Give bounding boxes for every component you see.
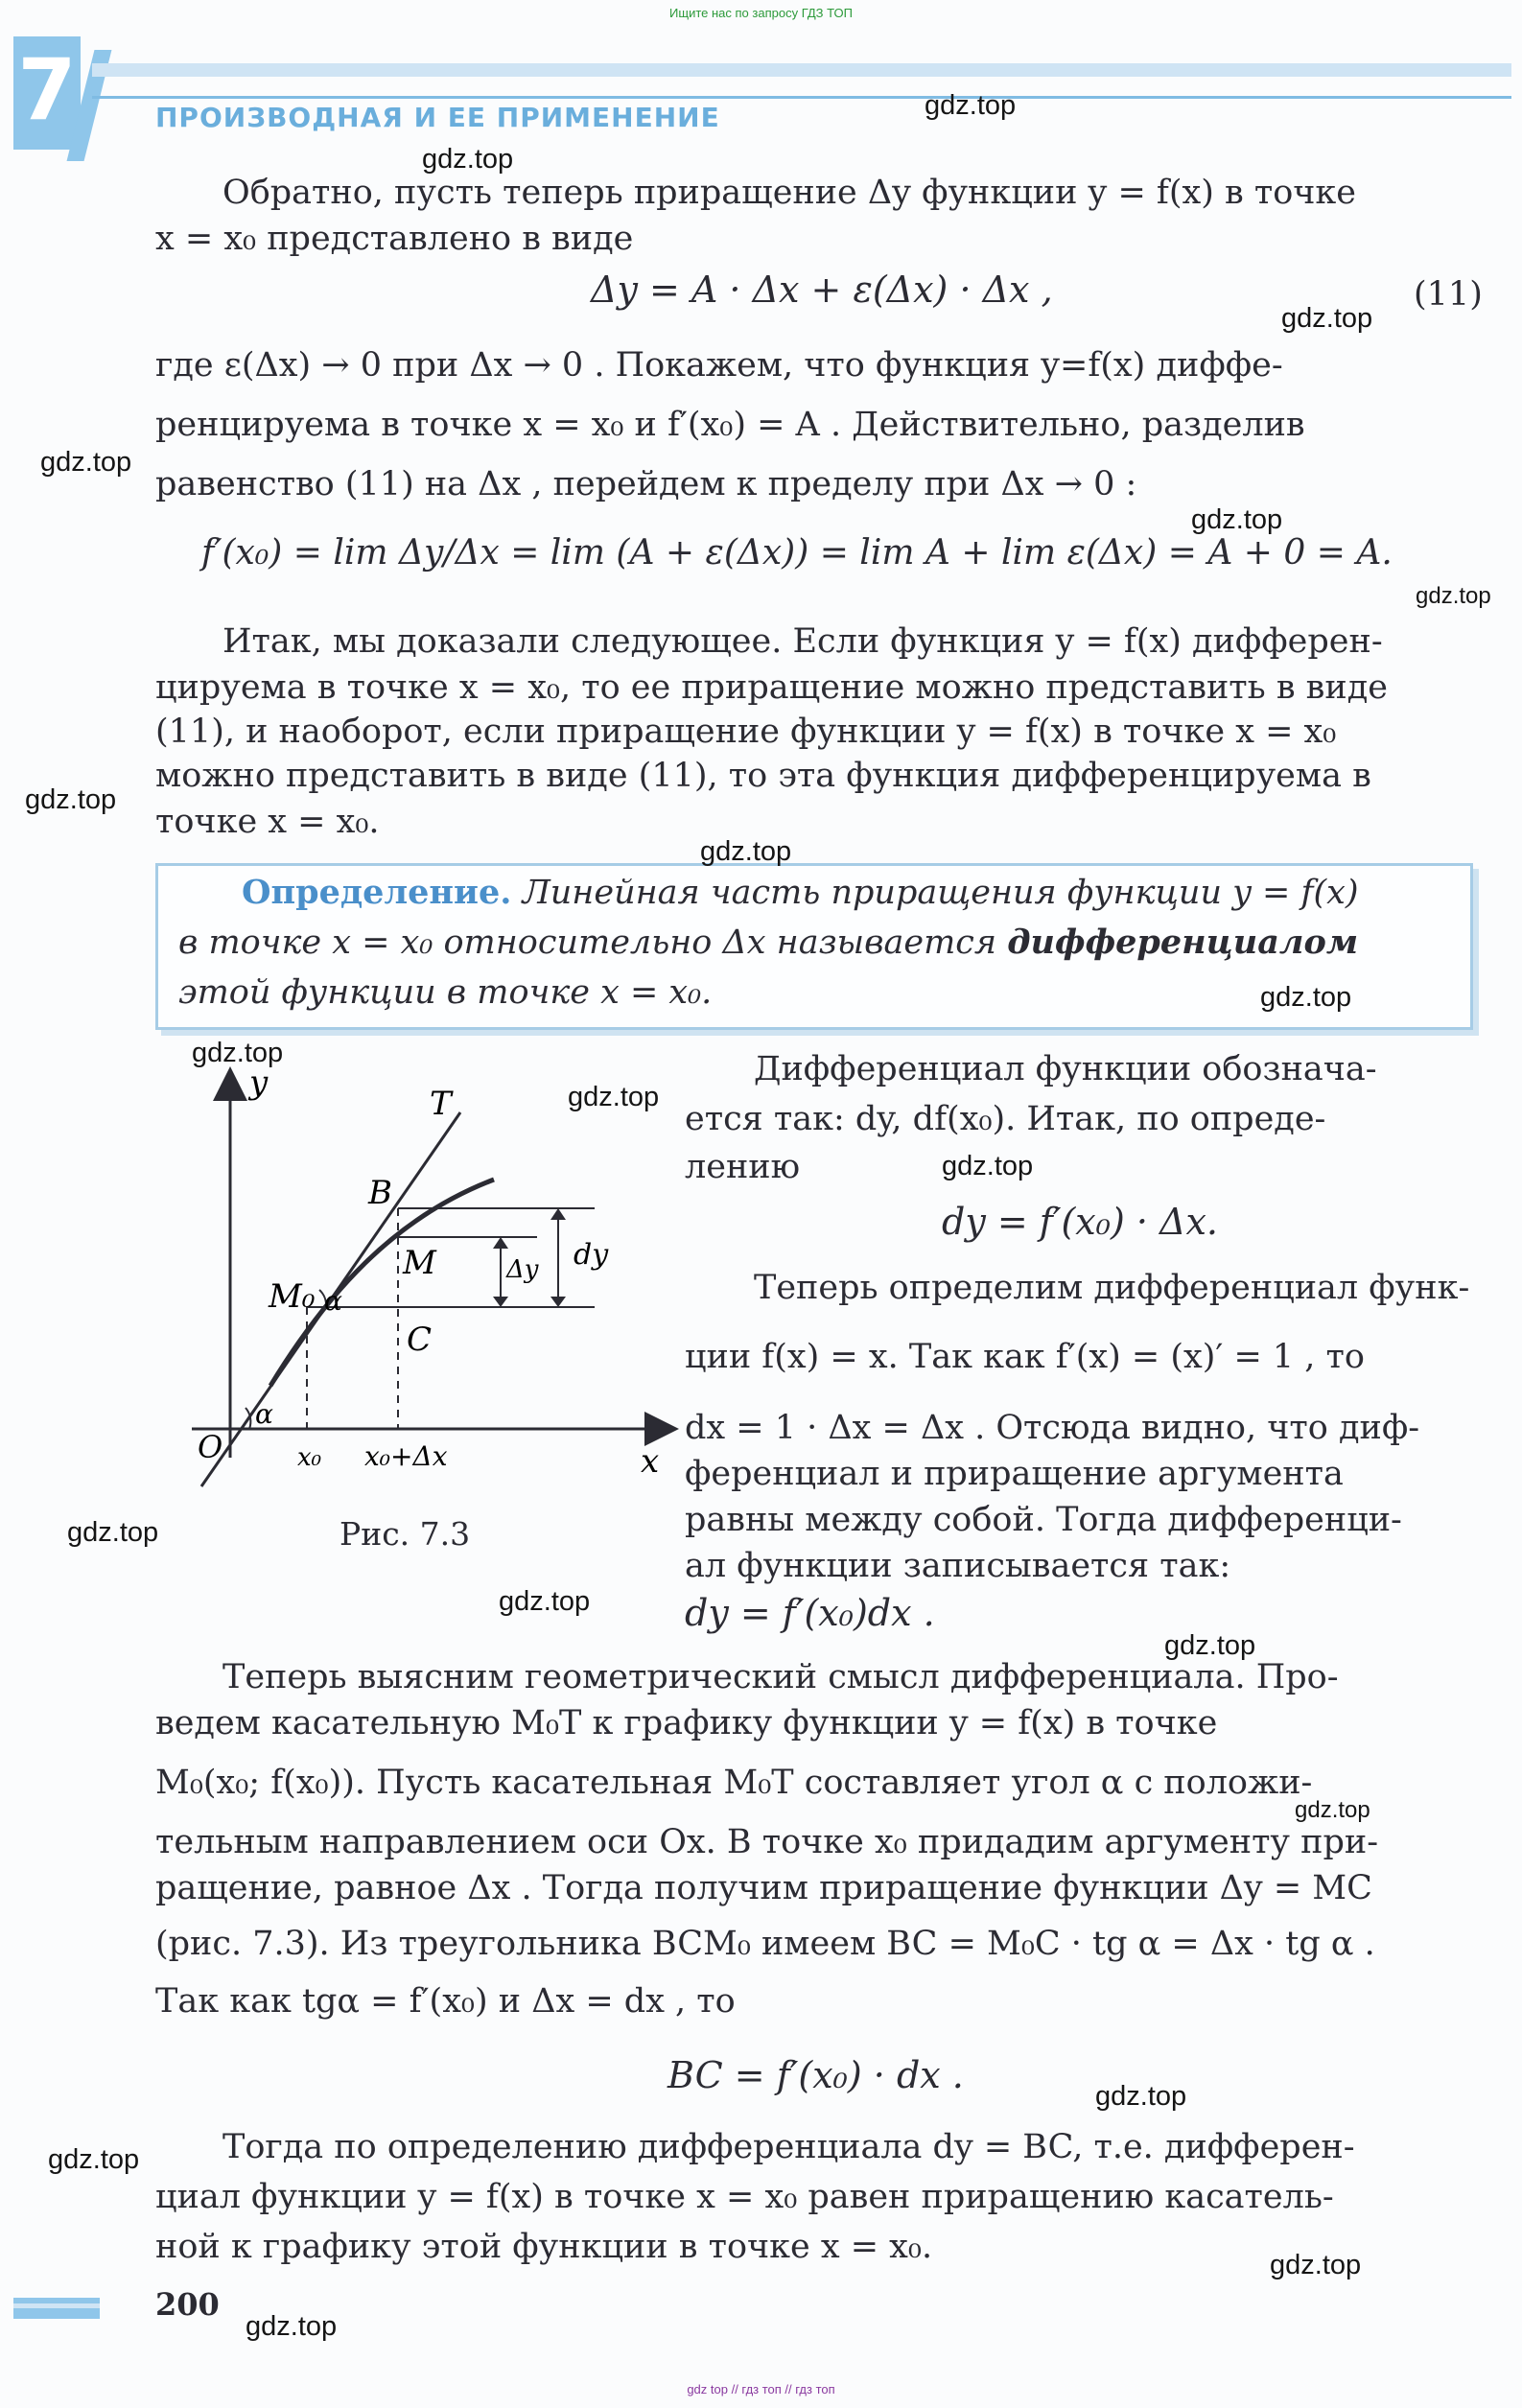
- definition-keyword: дифференциалом: [1007, 923, 1359, 962]
- watermark: gdz.top: [942, 1151, 1034, 1181]
- p3-line2: цируема в точке x = x₀, то ее приращение можно представить в виде: [155, 668, 1388, 707]
- label-origin: O: [198, 1429, 223, 1465]
- label-y: y: [249, 1064, 269, 1102]
- definition-line1: [242, 869, 1517, 917]
- p3-line4: можно представить в виде (11), то эта функция дифференцируема в: [155, 757, 1371, 795]
- watermark: gdz.top: [1095, 2081, 1187, 2112]
- right-line1: Дифференциал функции обознача-: [754, 1050, 1377, 1088]
- right-line8: равны между собой. Тогда дифференци-: [685, 1501, 1402, 1539]
- bottom-line3: M₀(x₀; f(x₀)). Пусть касательная M₀T составляет угол α с положи-: [155, 1764, 1313, 1802]
- p3-line5: точке x = x₀.: [155, 803, 380, 841]
- bottom-line8: Тогда по определению дифференциала dy = BC, т.е. дифферен-: [222, 2128, 1355, 2166]
- watermark: gdz.top: [48, 2144, 140, 2175]
- watermark: gdz.top: [1281, 303, 1373, 334]
- label-x0-plus-dx: x₀+Δx: [364, 1440, 448, 1472]
- equation-11-number: (11): [1414, 275, 1483, 314]
- watermark: gdz.top: [422, 144, 514, 175]
- label-t: T: [430, 1085, 452, 1123]
- footer-bar: [13, 2298, 100, 2319]
- bottom-line10: ной к графику этой функции в точке x = x₀.: [155, 2228, 933, 2266]
- p2-line3: равенство (11) на Δx , перейдем к пределу при Δx → 0 :: [155, 465, 1137, 503]
- figure-caption: Рис. 7.3: [340, 1515, 471, 1553]
- equation-bc: BC = f′(x₀) · dx .: [667, 2054, 964, 2096]
- label-m: M: [403, 1244, 436, 1282]
- right-line7: ференциал и приращение аргумента: [685, 1455, 1344, 1493]
- p3-line3: (11), и наоборот, если приращение функции y = f(x) в точке x = x₀: [155, 713, 1337, 751]
- label-c: C: [407, 1321, 433, 1359]
- watermark: gdz.top: [1416, 583, 1491, 609]
- bottom-line6: (рис. 7.3). Из треугольника BCM₀ имеем BC = M₀C · tg α = Δx · tg α .: [155, 1925, 1375, 1963]
- p1-line2: x = x₀ представлено в виде: [155, 220, 634, 258]
- chapter-number: 7: [17, 40, 77, 139]
- definition-line1-text: Линейная часть приращения функции y = f(x): [522, 874, 1359, 912]
- watermark: gdz.top: [192, 1038, 284, 1068]
- right-line2: ется так: dy, df(x₀). Итак, по опреде-: [685, 1100, 1326, 1138]
- bottom-line2: ведем касательную M₀T к графику функции y = f(x) в точке: [155, 1704, 1218, 1742]
- watermark: gdz.top: [25, 784, 117, 815]
- right-line6: dx = 1 · Δx = Δx . Отсюда видно, что диф-: [685, 1409, 1420, 1447]
- p2-line2: ренцируема в точке x = x₀ и f′(x₀) = A . Действительно, разделив: [155, 406, 1305, 444]
- figure-7-3: [163, 1055, 681, 1496]
- bottom-line5: ращение, равное Δx . Тогда получим приращение функции Δy = MC: [155, 1869, 1372, 1907]
- watermark: gdz.top: [246, 2311, 338, 2342]
- definition-term: Определение.: [242, 873, 512, 912]
- definition-line3: этой функции в точке x = x₀.: [178, 973, 713, 1012]
- bottom-line4: тельным направлением оси Ox. В точке x₀ придадим аргументу при-: [155, 1823, 1379, 1861]
- page-number: 200: [155, 2286, 220, 2323]
- watermark: gdz.top: [1260, 982, 1352, 1013]
- top-notice: Ищите нас по запросу ГДЗ ТОП: [669, 6, 853, 20]
- label-alpha-top: α: [324, 1285, 342, 1317]
- label-b: B: [368, 1174, 392, 1212]
- label-delta-y: Δy: [506, 1255, 539, 1284]
- definition-line2: [178, 919, 1454, 967]
- watermark: gdz.top: [925, 90, 1017, 121]
- watermark: gdz.top: [67, 1517, 159, 1548]
- label-dy: dy: [574, 1238, 609, 1272]
- right-line3: лению: [685, 1148, 801, 1186]
- right-line4: Теперь определим дифференциал функ-: [754, 1269, 1470, 1307]
- watermark: gdz.top: [40, 447, 132, 478]
- chapter-title: ПРОИЗВОДНАЯ И ЕЕ ПРИМЕНЕНИЕ: [155, 102, 720, 133]
- definition-line2-text: в точке x = x₀ относительно Δx называется: [178, 923, 997, 962]
- equation-dy: dy = f′(x₀) · Δx.: [942, 1201, 1218, 1243]
- header-band: [92, 63, 1511, 77]
- bottom-notice: gdz top // гдз топ // гдз топ: [687, 2382, 835, 2396]
- label-x0: x₀: [297, 1443, 322, 1472]
- equation-11: Δy = A · Δx + ε(Δx) · Δx ,: [591, 269, 1053, 311]
- watermark: gdz.top: [700, 836, 792, 867]
- watermark: gdz.top: [568, 1082, 660, 1112]
- bottom-line1: Теперь выясним геометрический смысл дифференциала. Про-: [222, 1658, 1339, 1696]
- limit-equation: f′(x₀) = lim Δy/Δx = lim (A + ε(Δx)) = lim A + lim ε(Δx) = A + 0 = A.: [201, 533, 1393, 573]
- label-x: x: [641, 1442, 660, 1481]
- label-m0: M₀: [269, 1277, 316, 1316]
- equation-dy-dx: dy = f′(x₀)dx .: [685, 1592, 935, 1634]
- right-line9: ал функции записывается так:: [685, 1547, 1231, 1585]
- right-line5: ции f(x) = x. Так как f′(x) = (x)′ = 1 , то: [685, 1338, 1365, 1376]
- bottom-line9: циал функции y = f(x) в точке x = x₀ равен приращению касатель-: [155, 2178, 1334, 2216]
- footer-bar-stripe: [13, 2303, 100, 2308]
- p2-line1: где ε(Δx) → 0 при Δx → 0 . Покажем, что функция y=f(x) диффе-: [155, 346, 1283, 385]
- bottom-line7: Так как tgα = f′(x₀) и Δx = dx , то: [155, 1982, 736, 2021]
- watermark: gdz.top: [1270, 2250, 1362, 2280]
- watermark: gdz.top: [1191, 504, 1283, 535]
- watermark: gdz.top: [499, 1586, 591, 1617]
- watermark: gdz.top: [1295, 1797, 1370, 1823]
- label-alpha-bottom: α: [255, 1398, 273, 1430]
- watermark: gdz.top: [1164, 1630, 1256, 1661]
- header-rule: [92, 96, 1511, 99]
- p1-line1: Обратно, пусть теперь приращение Δy функции y = f(x) в точке: [222, 174, 1357, 212]
- p3-line1: Итак, мы доказали следующее. Если функция y = f(x) дифферен-: [222, 622, 1383, 661]
